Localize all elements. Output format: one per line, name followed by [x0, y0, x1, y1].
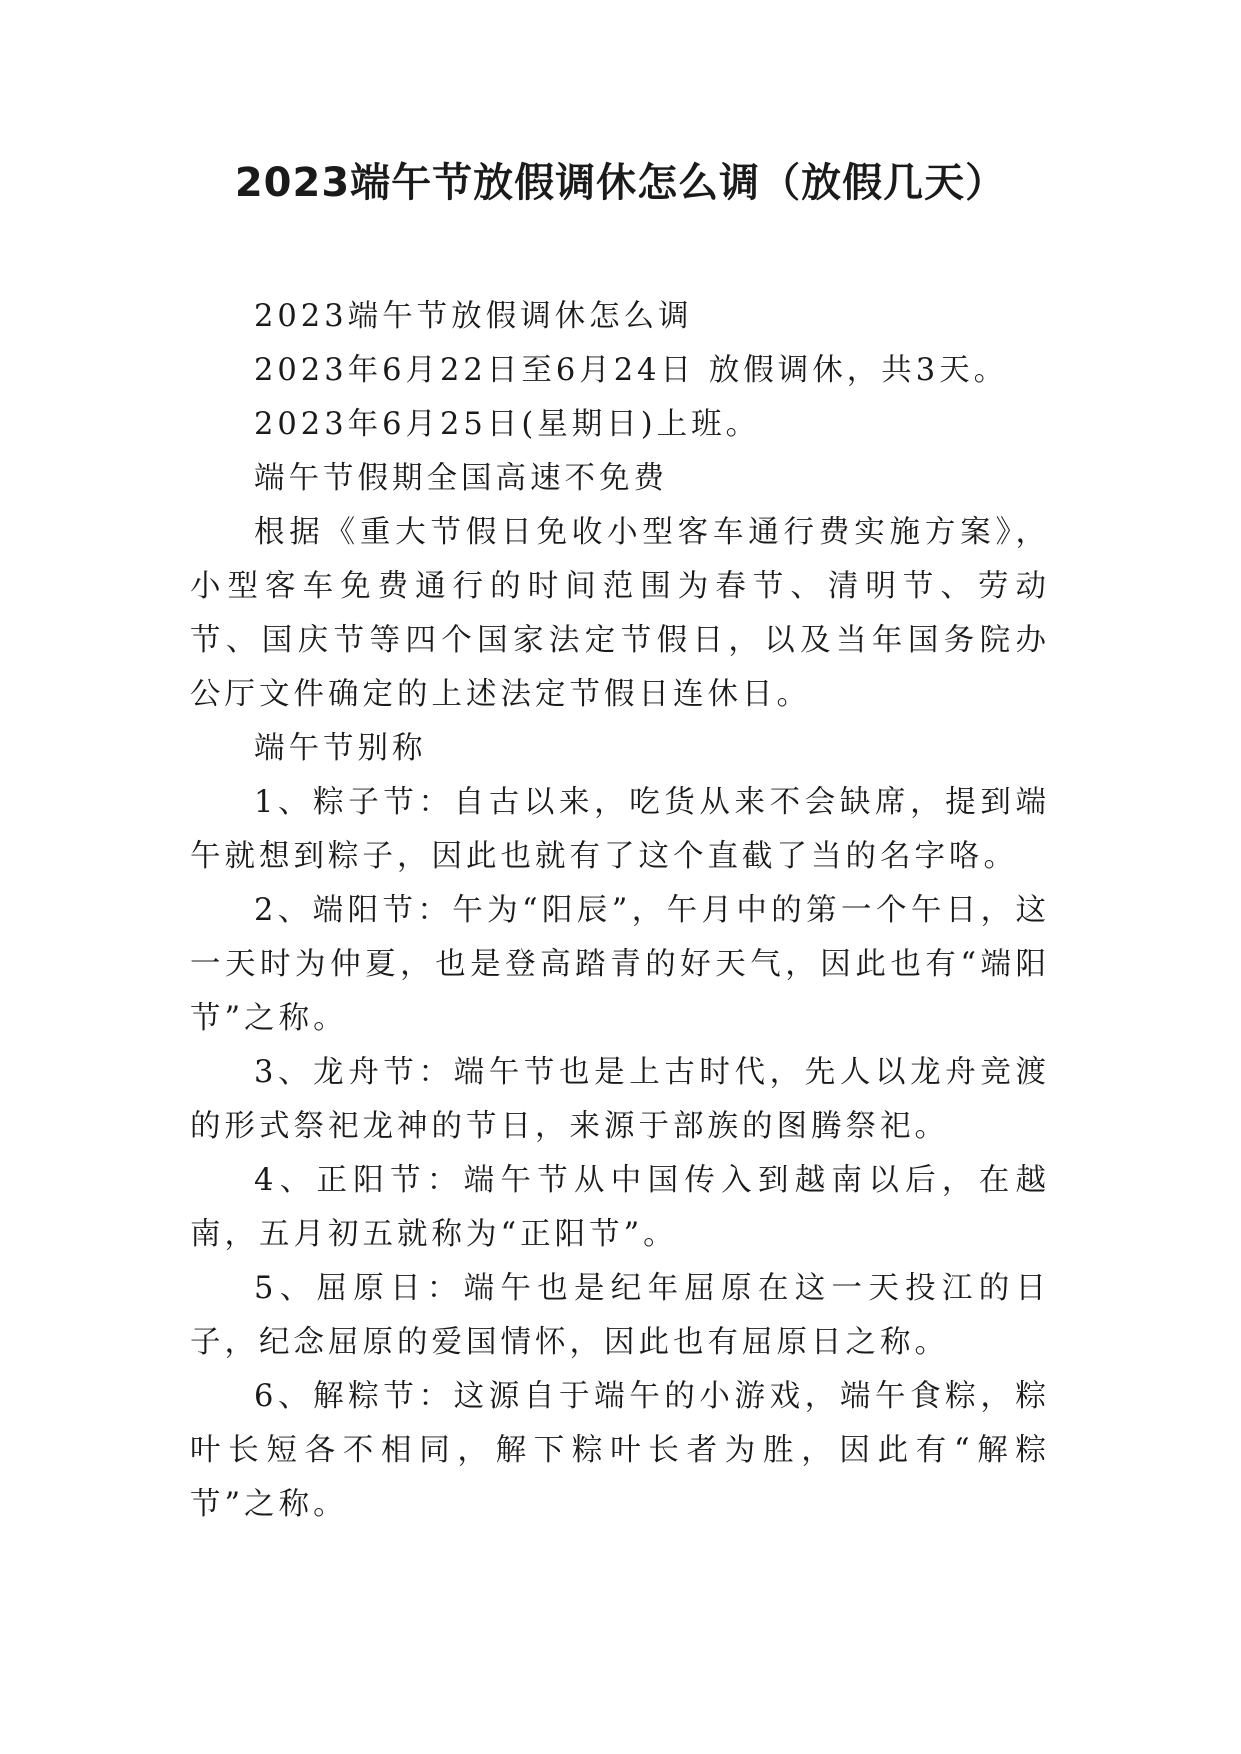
document-body [190, 290, 1050, 1532]
paragraph-aliases-heading: 端午节别称 [254, 731, 427, 766]
paragraph-highway-heading: 端午节假期全国高速不免费 [254, 461, 668, 496]
paragraph-alias-3: 3、龙舟节：端午节也是上古时代，先人以龙舟竞渡的形式祭祀龙神的节日，来源于部族的图腾祭祀。 [190, 1055, 1050, 1144]
paragraph-alias-6: 6、解粽节：这源自于端午的小游戏，端午食粽，粽叶长短各不相同，解下粽叶长者为胜，因此有“解粽节”之称。 [190, 1379, 1050, 1522]
paragraph-alias-1: 1、粽子节：自古以来，吃货从来不会缺席，提到端午就想到粽子，因此也就有了这个直截了当的名字咯。 [190, 785, 1050, 874]
paragraph-workday: 2023年6月25日(星期日)上班。 [254, 407, 761, 442]
paragraph-holiday-heading: 2023端午节放假调休怎么调 [254, 299, 693, 334]
paragraph-alias-4: 4、正阳节：端午节从中国传入到越南以后，在越南，五月初五就称为“正阳节”。 [190, 1163, 1050, 1252]
paragraph-alias-2: 2、端阳节：午为“阳辰”，午月中的第一个午日，这一天时为仲夏，也是登高踏青的好天气，因此也有“端阳节”之称。 [190, 893, 1050, 1036]
paragraph-holiday-dates: 2023年6月22日至6月24日 放假调休，共3天。 [254, 353, 1009, 388]
document-title: 2023端午节放假调休怎么调（放假几天） [234, 160, 1007, 206]
paragraph-highway-policy: 根据《重大节假日免收小型客车通行费实施方案》，小型客车免费通行的时间范围为春节、清明节、劳动节、国庆节等四个国家法定节假日，以及当年国务院办公厅文件确定的上述法定节假日连休日。 [190, 515, 1050, 712]
paragraph-alias-5: 5、屈原日：端午也是纪年屈原在这一天投江的日子，纪念屈原的爱国情怀，因此也有屈原日之称。 [190, 1271, 1050, 1360]
